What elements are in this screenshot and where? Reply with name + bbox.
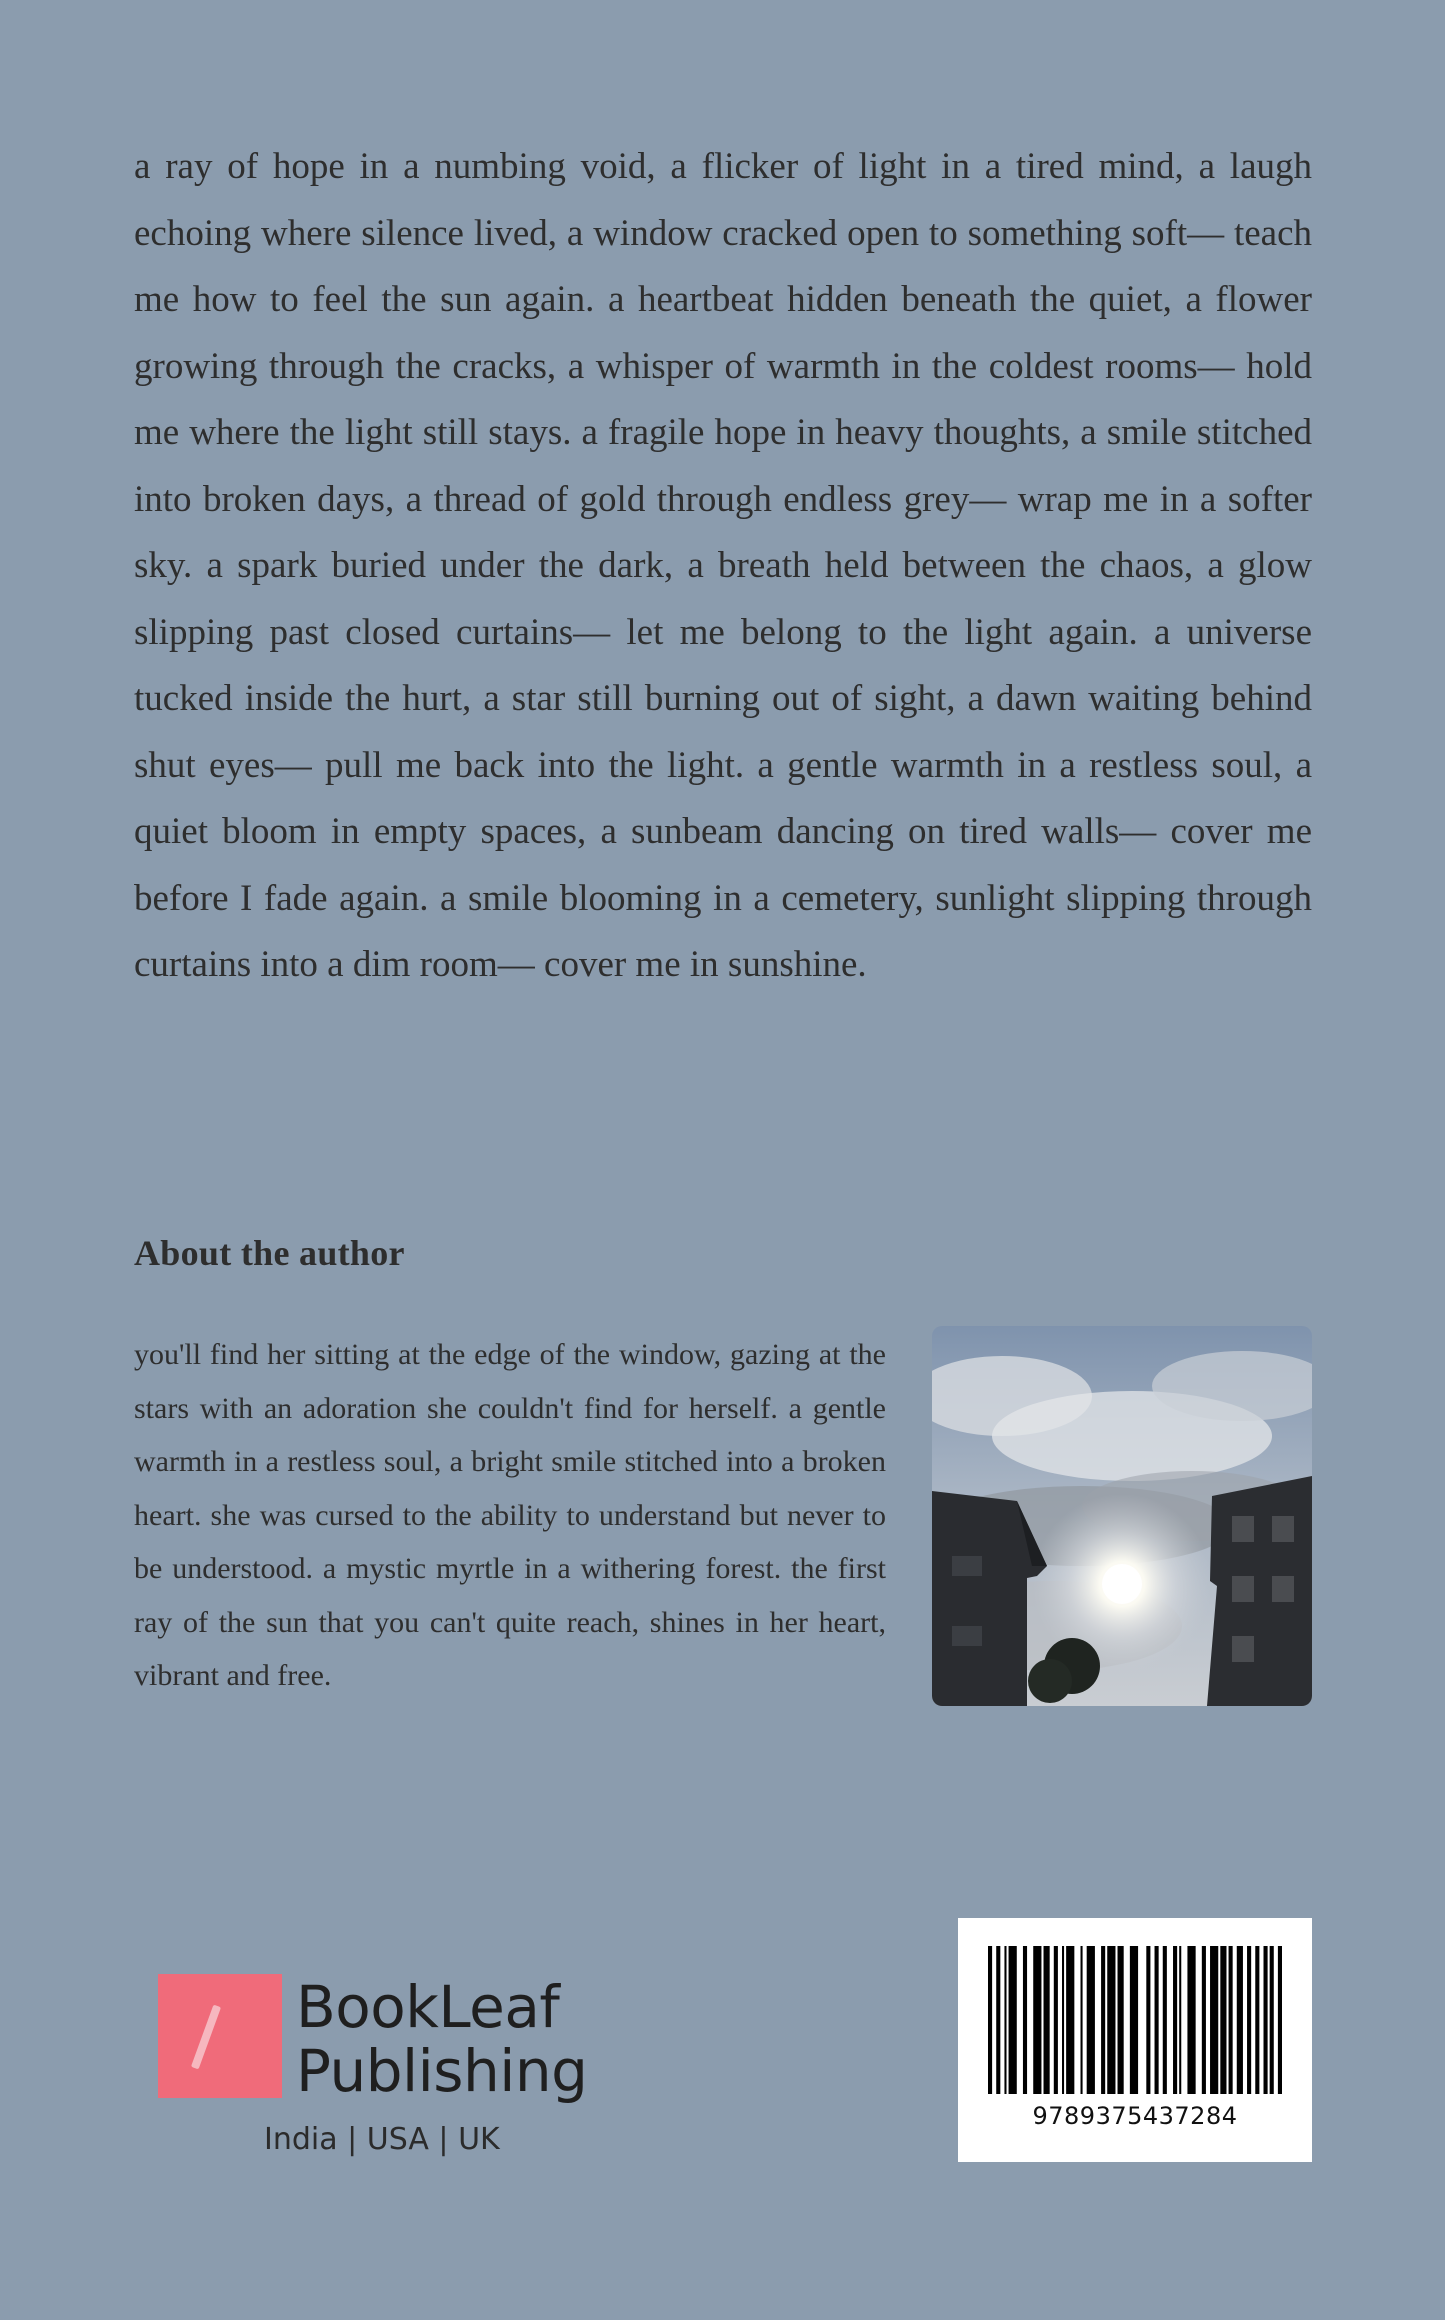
barcode-bar [1101, 1946, 1105, 2094]
barcode-bar [1004, 1946, 1006, 2094]
isbn-number: 9789375437284 [1032, 2102, 1238, 2130]
barcode-bar [1155, 1946, 1159, 2094]
barcode-bar [1210, 1946, 1218, 2094]
barcode-bar [1087, 1946, 1095, 2094]
barcode-bar [1066, 1946, 1074, 2094]
barcode-bar [1118, 1946, 1124, 2094]
barcode-bar [1033, 1946, 1041, 2094]
about-author-text: you'll find her sitting at the edge of the window, gazing at the stars with an adoration she couldn't find for herself. a gentle warmth in a restless soul, a bright smile stitched into a broken heart. she was cursed to the ability to understand but never to be understood. a mystic myrtle in a withering forest. the first ray of the sun that you can't quite reach, shines in her heart, vibrant and free. [134, 1338, 886, 1692]
barcode-bar [1173, 1946, 1177, 2094]
barcode-bar [1044, 1946, 1050, 2094]
barcode-bar [1264, 1946, 1268, 2094]
barcode-bar [1187, 1946, 1195, 2094]
about-author-heading: About the author [134, 1233, 405, 1273]
barcode-bar [1081, 1946, 1083, 2094]
barcode-bar [988, 1946, 992, 2094]
publisher-name-line1: BookLeaf [296, 1973, 560, 2041]
barcode-bar [1146, 1946, 1150, 2094]
barcode-bar [1202, 1946, 1206, 2094]
bookleaf-leaf-icon [158, 1974, 282, 2098]
barcode-bar [1023, 1946, 1027, 2094]
barcode-bar [1107, 1946, 1115, 2094]
barcode-bar [1062, 1946, 1064, 2094]
barcode-bar [996, 1946, 1000, 2094]
barcode-bar [1054, 1946, 1058, 2094]
barcode-bar [1278, 1946, 1282, 2094]
barcode-bar [1247, 1946, 1251, 2094]
barcode-bar [1229, 1946, 1233, 2094]
barcode-bar [1130, 1946, 1138, 2094]
barcode-bar [1270, 1946, 1274, 2094]
logo-slash [191, 2005, 221, 2070]
publisher-logo [158, 1974, 618, 2174]
barcode-bar [1179, 1946, 1181, 2094]
publisher-regions: India | USA | UK [264, 2122, 500, 2157]
barcode-bar [1255, 1946, 1259, 2094]
back-cover-blurb: a ray of hope in a numbing void, a flicker of light in a tired mind, a laugh echoing where silence lived, a window cracked open to something soft— teach me how to feel the sun again. a heartbeat hidden beneath the quiet, a flower growing through the cracks, a whisper of warmth in the coldest rooms— hold me where the light still stays. a fragile hope in heavy thoughts, a smile stitched into broken days, a thread of gold through endless grey— wrap me in a softer sky. a spark buried under the dark, a breath held between the chaos, a glow slipping past closed curtains— let me belong to the light again. a universe tucked inside the hurt, a star still burning out of sight, a dawn waiting behind shut eyes— pull me back into the light. a gentle warmth in a restless soul, a quiet bloom in empty spaces, a sunbeam dancing on tired walls— cover me before I fade again. a smile blooming in a cemetery, sunlight slipping through curtains into a dim room— cover me in sunshine. [134, 146, 1312, 985]
author-photo [932, 1326, 1312, 1706]
publisher-name-line2: Publishing [296, 2037, 588, 2105]
barcode-bar [1009, 1946, 1017, 2094]
barcode-bar [1163, 1946, 1167, 2094]
barcode-bars [988, 1946, 1282, 2094]
isbn-barcode [958, 1918, 1312, 2162]
barcode-bar [1220, 1946, 1226, 2094]
barcode-bar [1237, 1946, 1243, 2094]
